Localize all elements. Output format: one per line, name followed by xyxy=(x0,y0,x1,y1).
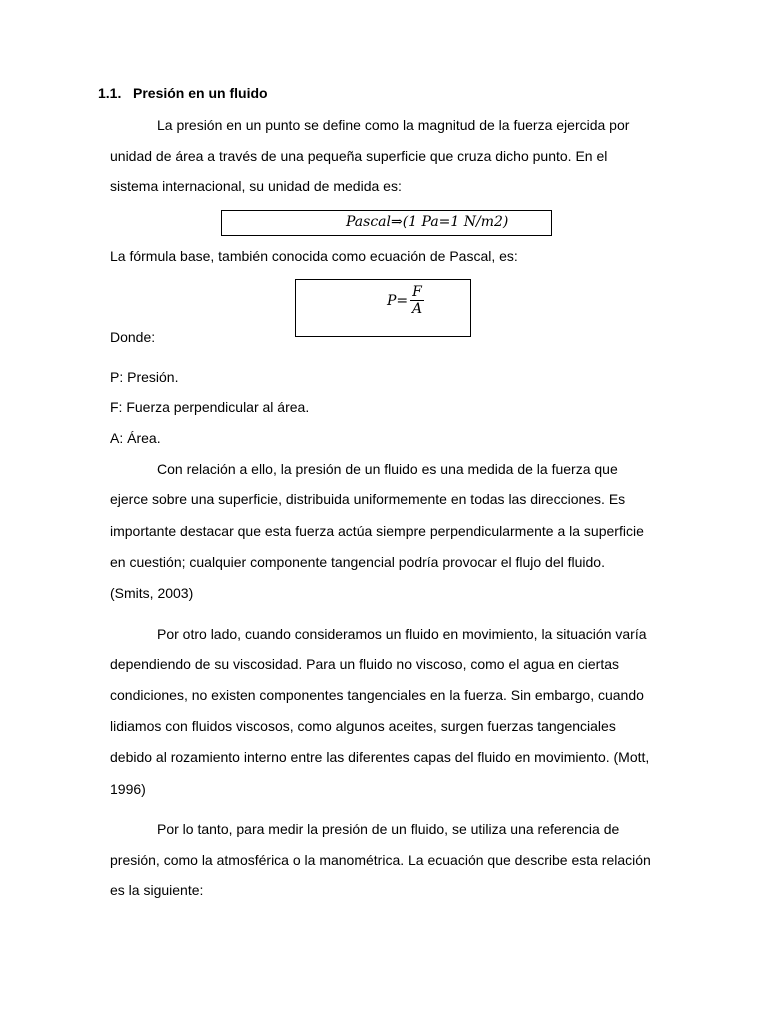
paragraph-line: importante destacar que esta fuerza actúa siempre perpendicularmente a la superficie xyxy=(110,523,644,539)
paragraph-line: Por otro lado, cuando consideramos un fluido en movimiento, la situación varía xyxy=(157,626,647,642)
paragraph-line: lidiamos con fluidos viscosos, como algunos aceites, surgen fuerzas tangenciales xyxy=(110,718,616,734)
fraction-numerator: F xyxy=(412,284,422,300)
paragraph-line: en cuestión; cualquier componente tangencial podría provocar el flujo del fluido. xyxy=(110,554,605,570)
paragraph-line: Con relación a ello, la presión de un fluido es una medida de la fuerza que xyxy=(157,461,618,477)
section-heading xyxy=(98,85,268,101)
paragraph-line: Por lo tanto, para medir la presión de un fluido, se utiliza una referencia de xyxy=(157,821,620,837)
pascal-formula xyxy=(387,285,424,317)
paragraph-line: ejerce sobre una superficie, distribuida uniformemente en todas las direcciones. Es xyxy=(110,491,626,507)
fraction-denominator: A xyxy=(411,301,423,317)
section-title: Presión en un fluido xyxy=(133,85,268,101)
paragraph-line: La presión en un punto se define como la magnitud de la fuerza ejercida por xyxy=(157,117,630,133)
paragraph-line: Donde: xyxy=(110,329,156,345)
paragraph-line: condiciones, no existen componentes tangenciales en la fuerza. Sin embargo, cuando xyxy=(110,687,644,703)
paragraph-line: La fórmula base, también conocida como ecuación de Pascal, es: xyxy=(110,248,518,264)
definition-line: P: Presión. xyxy=(110,369,179,385)
formula-lhs: P= xyxy=(387,293,409,309)
citation: 1996) xyxy=(110,781,146,797)
formula-fraction xyxy=(410,285,424,317)
citation: (Smits, 2003) xyxy=(110,585,194,601)
unit-formula-box xyxy=(221,210,552,236)
pascal-formula-box xyxy=(295,279,471,337)
section-number: 1.1. xyxy=(98,85,122,101)
unit-formula: Pascal⇒(1 Pa=1 N/m2) xyxy=(346,214,509,230)
paragraph-line: debido al rozamiento interno entre las diferentes capas del fluido en movimiento. (Mott, xyxy=(110,749,650,765)
definition-line: A: Área. xyxy=(110,430,161,446)
paragraph-line: sistema internacional, su unidad de medida es: xyxy=(110,178,402,194)
paragraph-line: dependiendo de su viscosidad. Para un fluido no viscoso, como el agua en ciertas xyxy=(110,656,619,672)
paragraph-line: unidad de área a través de una pequeña superficie que cruza dicho punto. En el xyxy=(110,148,608,164)
definition-line: F: Fuerza perpendicular al área. xyxy=(110,399,310,415)
paragraph-line: es la siguiente: xyxy=(110,882,204,898)
paragraph-line: presión, como la atmosférica o la manométrica. La ecuación que describe esta relación xyxy=(110,852,651,868)
